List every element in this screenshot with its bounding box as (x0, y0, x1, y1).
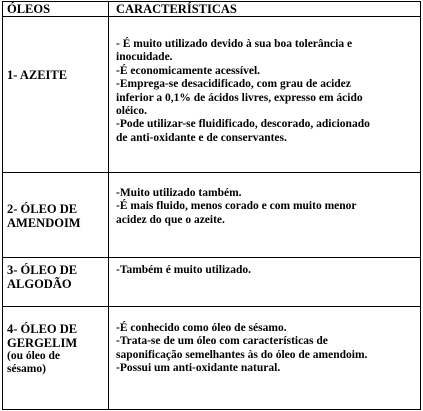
description-line: -Possui um anti-oxidante natural. (116, 362, 281, 375)
row-separator-3 (2, 306, 421, 307)
table-border-left (2, 1, 3, 410)
oil-name-gergelim (7, 322, 77, 377)
oil-name-line: sésamo) (7, 363, 46, 376)
description-line: -Muito utilizado também. (116, 187, 242, 199)
oil-description-gergelim (116, 322, 367, 376)
description-line: -É economicamente acessível. (116, 64, 261, 77)
row-separator-2 (2, 257, 421, 258)
oil-name-line: 4- ÓLEO DE (7, 322, 78, 336)
description-line: -É conhecido como óleo de sésamo. (116, 322, 287, 334)
description-line: de anti-oxidante e de conservantes. (116, 131, 287, 144)
description-line: saponificação semelhantes às do óleo de amendoim. (116, 348, 368, 361)
oil-name-line: 2- ÓLEO DE (7, 202, 78, 216)
header-separator (2, 16, 421, 17)
description-line: -É mais fluido, menos corado e com muito menor (116, 200, 357, 213)
table-border-right (420, 1, 421, 410)
row-separator-1 (2, 172, 421, 173)
oil-name-line: 3- ÓLEO DE (7, 263, 78, 277)
column-separator (108, 1, 109, 410)
oil-description-algodao (116, 264, 251, 277)
description-line: oléico. (116, 105, 147, 118)
column-header-oils: ÓLEOS (7, 2, 51, 16)
table-border-bottom (2, 409, 421, 410)
description-line: -Pode utilizar-se fluidificado, descorado, adicionado (116, 118, 370, 131)
oil-name-azeite (7, 68, 67, 82)
description-line: -Também é muito utilizado. (116, 264, 252, 276)
description-line: inocuidade. (116, 51, 173, 64)
oil-description-amendoim (116, 187, 357, 227)
oil-name-line: GERGELIM (7, 336, 78, 350)
oil-name-algodao (7, 263, 77, 291)
description-line: inferior a 0,1% de ácidos livres, expresso em ácido (116, 91, 363, 104)
description-line: - É muito utilizado devido à sua boa tolerância e (116, 38, 353, 50)
oil-name-line: ALGODÃO (7, 277, 72, 291)
description-line: -Trata-se de um óleo com características de (116, 335, 328, 348)
description-line: acidez do que o azeite. (116, 213, 225, 226)
oil-name-amendoim (7, 202, 81, 230)
description-line: -Emprega-se desacidificado, com grau de acidez (116, 78, 351, 91)
oil-name-line: AMENDOIM (7, 216, 81, 230)
column-header-characteristics: CARACTERÍSTICAS (116, 2, 237, 16)
oil-name-line: 1- AZEITE (7, 68, 68, 82)
oils-table (2, 1, 421, 410)
oil-description-azeite (116, 38, 370, 145)
oil-name-line: (ou óleo de (7, 350, 61, 362)
